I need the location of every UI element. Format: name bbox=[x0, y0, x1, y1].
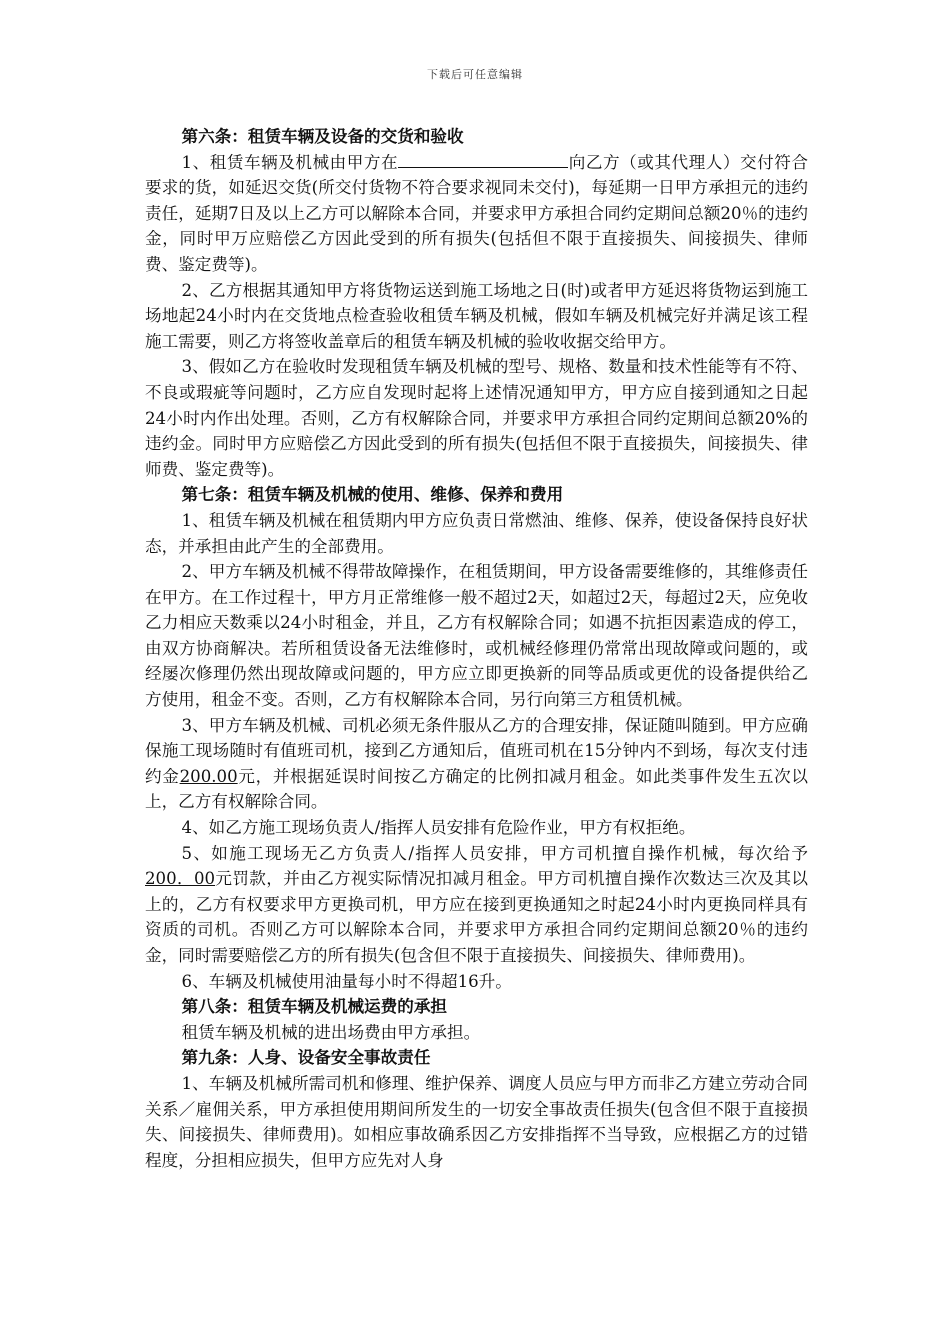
article6-paragraph-1: 1、租赁车辆及机械由甲方在 向乙方（或其代理人）交付符合要求的货，如延迟交货(所交付货物不符合要求视同未交付)，每延期一日甲方承担元的违约责任，延期7日及以上乙方可以解除本合同，并要求甲方承担合同约定期间总额20％的违约金，同时甲万应赔偿乙方因此受到的所有损失(包括但不限于直接损失、间接损失、律师费、鉴定费等)。 bbox=[145, 152, 808, 274]
page-header-note: 下载后可任意编辑 bbox=[427, 68, 523, 81]
fine-amount: 200．00 bbox=[145, 869, 216, 889]
article7-paragraph-4: 4、如乙方施工现场负责人/指挥人员安排有危险作业，甲方有权拒绝。 bbox=[181, 818, 696, 838]
contract-body bbox=[145, 124, 808, 1173]
article7-paragraph-5: 5、如施工现场无乙方负责人/指挥人员安排，甲方司机擅自操作机械，每次给予200．00元罚款，并由乙方视实际情况扣减月租金。甲方司机擅自操作次数达三次及其以上的，乙方有权要求甲方更换司机，甲方应在接到更换通知之时起24小时内更换同样具有资质的司机。否则乙方可以解除本合同，并要求甲方承担合同约定期间总额20％的违约金，同时需要赔偿乙方的所有损失(包含但不限于直接损失、间接损失、律师费用)。 bbox=[145, 843, 808, 965]
article7-paragraph-1: 1、租赁车辆及机械在租赁期内甲方应负责日常燃油、维修、保养，使设备保持良好状态，并承担由此产生的全部费用。 bbox=[145, 510, 808, 556]
article7-paragraph-6: 6、车辆及机械使用油量每小时不得超16升。 bbox=[181, 971, 512, 991]
article7-title: 第七条：租赁车辆及机械的使用、维修、保养和费用 bbox=[181, 484, 564, 505]
article6-title: 第六条：租赁车辆及设备的交货和验收 bbox=[181, 126, 464, 146]
article6-paragraph-2: 2、乙方根据其通知甲方将货物运送到施工场地之日(时)或者甲方延迟将货物运到施工场地起24小时内在交货地点检查验收租赁车辆及机械，假如车辆及机械完好并满足该工程施工需要，则乙方将签收盖章后的租赁车辆及机械的验收收据交给甲方。 bbox=[145, 280, 808, 351]
article8-title: 第八条：租赁车辆及机械运费的承担 bbox=[181, 996, 448, 1017]
article7-paragraph-3: 3、甲方车辆及机械、司机必须无条件服从乙方的合理安排，保证随叫随到。甲方应确保施工现场随时有值班司机，接到乙方通知后，值班司机在15分钟内不到场，每次支付违约金200.00元，并根据延误时间按乙方确定的比例扣减月租金。如此类事件发生五次以上，乙方有权解除合同。 bbox=[145, 715, 809, 812]
delivery-place-blank bbox=[398, 151, 568, 168]
article6-paragraph-3: 3、假如乙方在验收时发现租赁车辆及机械的型号、规格、数量和技术性能等有不符、不良或瑕疵等问题时，乙方应自发现时起将上述情况通知甲方，甲方应自接到通知之日起24小时内作出处理。否则，乙方有权解除合同，并要求甲方承担合同约定期间总额20%的违约金。同时甲方应赔偿乙方因此受到的所有损失(包括但不限于直接损失，间接损失、律师费、鉴定费等)。 bbox=[145, 357, 808, 479]
article8-paragraph-1: 租赁车辆及机械的进出场费由甲方承担。 bbox=[181, 1022, 481, 1042]
penalty-amount: 200.00 bbox=[179, 766, 238, 786]
article9-paragraph-1: 1、车辆及机械所需司机和修理、维护保养、调度人员应与甲方而非乙方建立劳动合同关系／雇佣关系，甲方承担使用期间所发生的一切安全事故责任损失(包含但不限于直接损失、间接损失、律师费用)。如相应事故确系因乙方安排指挥不当导致，应根据乙方的过错程度，分担相应损失，但甲方应先对人身 bbox=[145, 1073, 808, 1170]
article9-title: 第九条：人身、设备安全事故责任 bbox=[181, 1047, 431, 1068]
article7-paragraph-2: 2、甲方车辆及机械不得带故障操作，在租赁期间，甲方设备需要维修的，其维修责任在甲方。在工作过程十，甲方月正常维修一般不超过2天，如超过2天，每超过2天，应免收乙力相应天数乘以24小时租金，并且，乙方有权解除合同；如遇不抗拒因素造成的停工，由双方协商解决。若所租赁设备无法维修时，或机械经修理仍常常出现故障或问题的，或经屡次修理仍然出现故障或问题的，甲方应立即更换新的同等品质或更优的设备提供给乙方使用，租金不变。否则，乙方有权解除本合同，另行向第三方租赁机械。 bbox=[145, 562, 808, 710]
